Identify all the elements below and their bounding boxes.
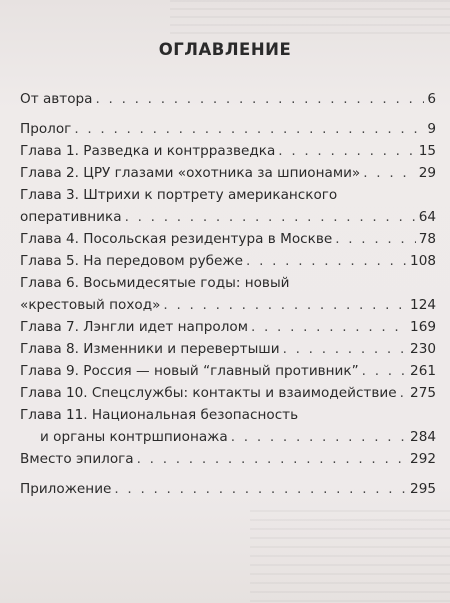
toc-entry-row [20, 316, 436, 338]
toc-entry[interactable] [20, 338, 436, 360]
toc-entry-title: Глава 2. ЦРУ глазами «охотника за шпионами» [20, 165, 361, 181]
toc-entry-title: Пролог [20, 121, 72, 137]
toc-entry[interactable] [20, 184, 436, 228]
toc-entry[interactable] [20, 272, 436, 316]
toc-entry-title: «крестовый поход» [20, 297, 161, 313]
dot-leader [231, 426, 407, 448]
dot-leader [163, 294, 407, 316]
toc-page-number: 261 [410, 363, 436, 379]
toc-page-number: 124 [410, 297, 436, 313]
toc-entry-title: От автора [20, 91, 93, 107]
dot-leader [363, 162, 415, 184]
toc-page-number: 108 [410, 253, 436, 269]
dot-leader [246, 250, 407, 272]
toc-entry-row [20, 206, 436, 228]
show-through-text-top [170, 0, 450, 40]
toc-entry-title: Глава 9. Россия — новый “главный противник” [20, 363, 359, 379]
toc-entry[interactable] [20, 478, 436, 500]
toc-entry-row [20, 228, 436, 250]
toc-entry-row [20, 118, 436, 140]
dot-leader [125, 206, 416, 228]
toc-entry[interactable] [20, 316, 436, 338]
toc-entry-row [20, 338, 436, 360]
dot-leader [114, 478, 407, 500]
toc-page-number: 169 [410, 319, 436, 335]
toc-entry[interactable] [20, 250, 436, 272]
toc-entry[interactable] [20, 360, 436, 382]
table-of-contents [20, 88, 436, 500]
toc-entry-title: Глава 5. На передовом рубеже [20, 253, 244, 269]
toc-entry-row [20, 426, 436, 448]
toc-entry[interactable] [20, 382, 436, 404]
toc-entry-title-line: Глава 3. Штрихи к портрету американского [20, 187, 338, 203]
toc-entry-title: и органы контршпионажа [40, 429, 228, 445]
dot-leader [74, 118, 424, 140]
toc-entry-title: Глава 7. Лэнгли идет напролом [20, 319, 248, 335]
toc-entry-row [20, 88, 436, 110]
toc-entry-title-line: Глава 6. Восьмидесятые годы: новый [20, 275, 290, 291]
toc-entry[interactable] [20, 118, 436, 140]
toc-entry-row [20, 140, 436, 162]
toc-entry-title: Приложение [20, 481, 112, 497]
toc-entry-row [20, 294, 436, 316]
toc-entry-title: Глава 8. Изменники и перевертыши [20, 341, 280, 357]
toc-entry-title: оперативника [20, 209, 122, 225]
toc-entry[interactable] [20, 448, 436, 470]
dot-leader [335, 228, 415, 250]
toc-entry-title: Глава 4. Посольская резидентура в Москве [20, 231, 333, 247]
dot-leader [283, 338, 407, 360]
toc-page-number: 64 [418, 209, 436, 225]
dot-leader [400, 382, 407, 404]
dot-leader [95, 88, 424, 110]
page-title: ОГЛАВЛЕНИЕ [158, 40, 292, 59]
dot-leader [251, 316, 407, 338]
toc-entry-row [20, 162, 436, 184]
toc-entry-row [20, 478, 436, 500]
toc-page-number: 29 [418, 165, 436, 181]
toc-page-number: 9 [427, 121, 436, 137]
toc-entry-row [20, 250, 436, 272]
toc-page-number: 295 [410, 481, 436, 497]
toc-entry-row [20, 382, 436, 404]
toc-page-number: 292 [410, 451, 436, 467]
toc-page-number: 78 [418, 231, 436, 247]
toc-page-number: 6 [427, 91, 436, 107]
toc-entry[interactable] [20, 140, 436, 162]
toc-entry[interactable] [20, 88, 436, 110]
toc-entry-title: Глава 10. Спецслужбы: контакты и взаимодействие [20, 385, 397, 401]
dot-leader [137, 448, 407, 470]
toc-entry-title: Вместо эпилога [20, 451, 134, 467]
toc-page-number: 230 [410, 341, 436, 357]
toc-entry[interactable] [20, 228, 436, 250]
show-through-text-bottom [250, 510, 450, 603]
dot-leader [278, 140, 415, 162]
toc-entry[interactable] [20, 162, 436, 184]
toc-page-number: 275 [410, 385, 436, 401]
toc-entry-row [20, 360, 436, 382]
toc-entry[interactable] [20, 404, 436, 448]
toc-entry-title-line: Глава 11. Национальная безопасность [20, 407, 299, 423]
toc-page-number: 284 [410, 429, 436, 445]
toc-entry-title: Глава 1. Разведка и контрразведка [20, 143, 276, 159]
dot-leader [362, 360, 407, 382]
toc-page-number: 15 [418, 143, 436, 159]
toc-entry-row [20, 448, 436, 470]
